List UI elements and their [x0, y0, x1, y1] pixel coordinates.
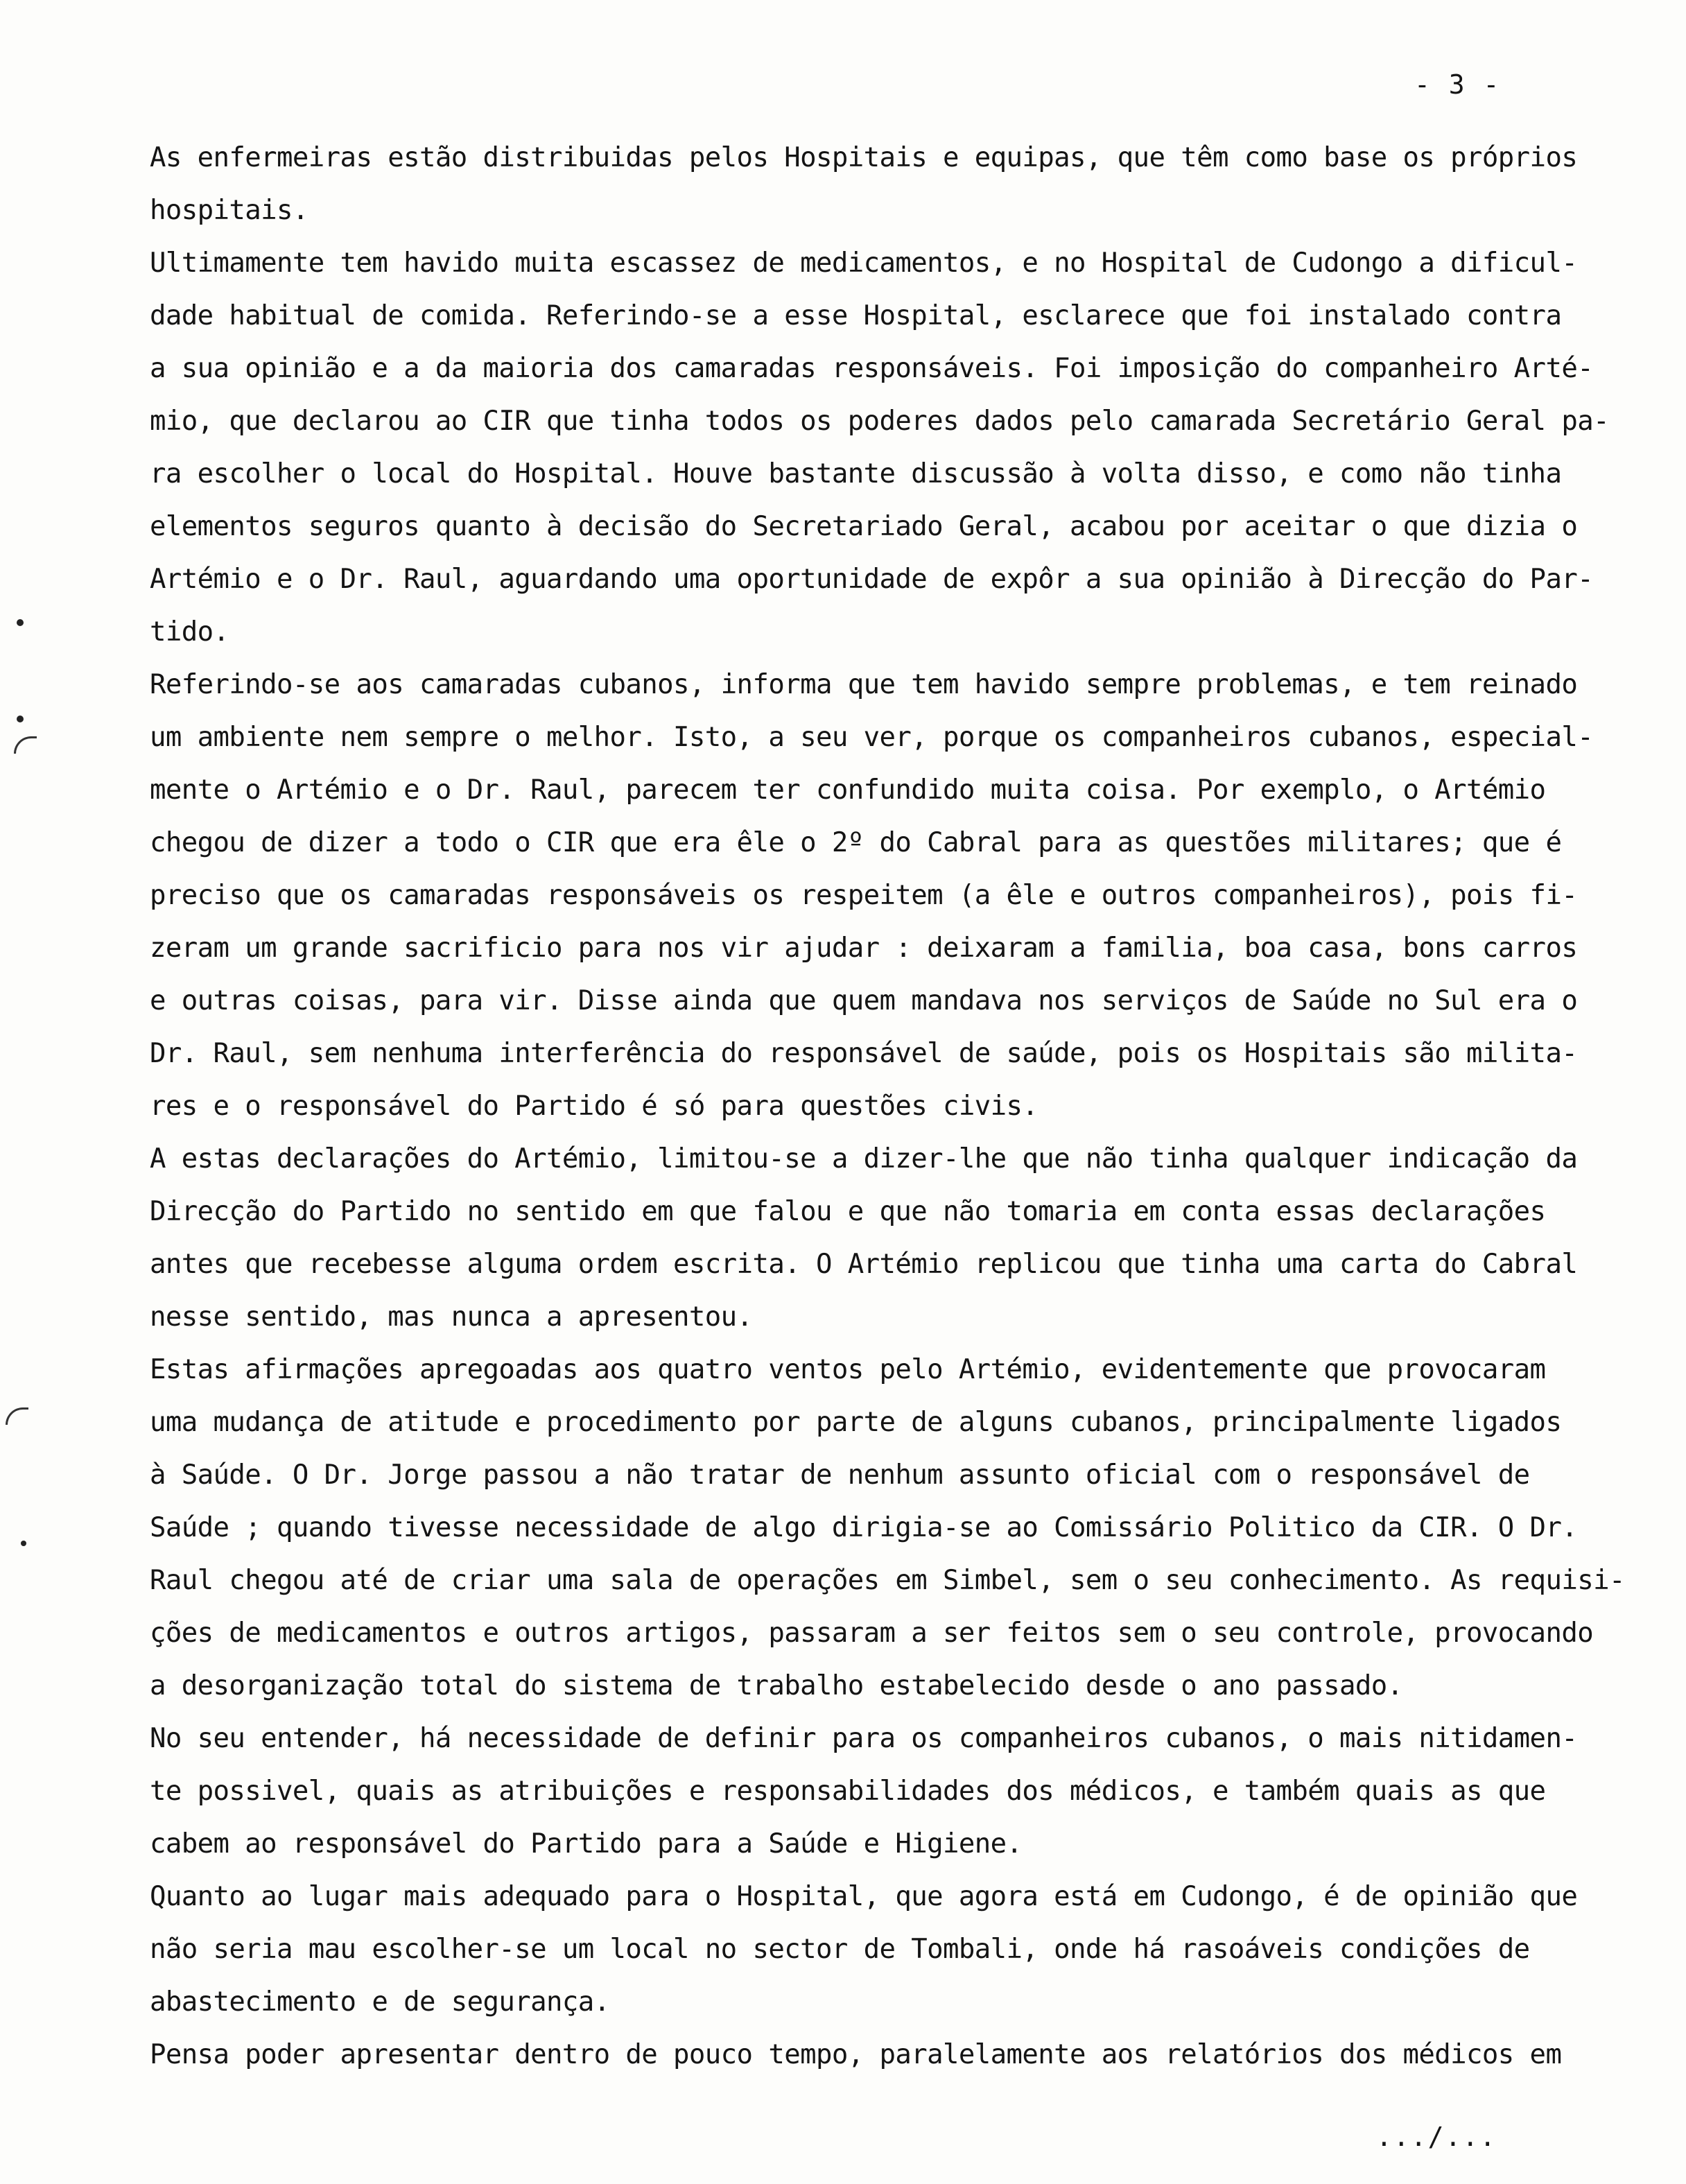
text-line: A estas declarações do Artémio, limitou-se a dizer-lhe que não tinha qualquer indicação da [150, 1143, 1578, 1175]
text-line: a desorganização total do sistema de trabalho estabelecido desde o ano passado. [150, 1670, 1403, 1701]
margin-dot-mark [17, 716, 24, 722]
page-number: - 3 - [1414, 69, 1501, 100]
text-line: antes que recebesse alguma ordem escrita. O Artémio replicou que tinha uma carta do Cabral [150, 1249, 1578, 1280]
text-line: não seria mau escolher-se um local no sector de Tombali, onde há rasoáveis condições de [150, 1934, 1530, 1965]
text-line: chegou de dizer a todo o CIR que era êle o 2º do Cabral para as questões militares; que é [150, 827, 1562, 858]
text-line: Pensa poder apresentar dentro de pouco tempo, paralelamente aos relatórios dos médicos em [150, 2039, 1562, 2070]
text-line: tido. [150, 616, 229, 648]
text-line: mio, que declarou ao CIR que tinha todos os poderes dados pelo camarada Secretário Geral pa- [150, 406, 1609, 437]
text-line: Referindo-se aos camaradas cubanos, informa que tem havido sempre problemas, e tem reinado [150, 669, 1578, 700]
text-line: abastecimento e de segurança. [150, 1986, 610, 2018]
text-line: Raul chegou até de criar uma sala de operações em Simbel, sem o seu conhecimento. As requisi- [150, 1565, 1625, 1596]
text-line: um ambiente nem sempre o melhor. Isto, a seu ver, porque os companheiros cubanos, especial- [150, 722, 1594, 753]
text-line: à Saúde. O Dr. Jorge passou a não tratar de nenhum assunto oficial com o responsável de [150, 1459, 1530, 1491]
text-line: ções de medicamentos e outros artigos, passaram a ser feitos sem o seu controle, provocando [150, 1618, 1594, 1649]
text-line: No seu entender, há necessidade de definir para os companheiros cubanos, o mais nitidamen- [150, 1723, 1578, 1754]
continuation-mark: .../... [1376, 2122, 1497, 2152]
text-line: Dr. Raul, sem nenhuma interferência do responsável de saúde, pois os Hospitais são milita- [150, 1038, 1578, 1069]
text-line: elementos seguros quanto à decisão do Secretariado Geral, acabou por aceitar o que dizia o [150, 511, 1578, 542]
text-line: hospitais. [150, 195, 308, 226]
text-line: a sua opinião e a da maioria dos camaradas responsáveis. Foi imposição do companheiro Arté- [150, 353, 1594, 384]
text-line: Saúde ; quando tivesse necessidade de algo dirigia-se ao Comissário Politico da CIR. O Dr. [150, 1512, 1578, 1543]
margin-dot-mark [21, 1541, 26, 1546]
text-line: uma mudança de atitude e procedimento por parte de alguns cubanos, principalmente ligados [150, 1407, 1562, 1438]
text-line: e outras coisas, para vir. Disse ainda que quem mandava nos serviços de Saúde no Sul era o [150, 985, 1578, 1016]
text-line: preciso que os camaradas responsáveis os respeitem (a êle e outros companheiros), pois fi- [150, 880, 1578, 911]
text-line: nesse sentido, mas nunca a apresentou. [150, 1301, 753, 1333]
text-line: Ultimamente tem havido muita escassez de medicamentos, e no Hospital de Cudongo a dificul- [150, 248, 1578, 279]
text-line: As enfermeiras estão distribuidas pelos Hospitais e equipas, que têm como base os próprios [150, 142, 1578, 173]
document-body [150, 132, 1640, 2081]
text-line: cabem ao responsável do Partido para a Saúde e Higiene. [150, 1828, 1023, 1860]
text-line: ra escolher o local do Hospital. Houve bastante discussão à volta disso, e como não tinha [150, 458, 1562, 489]
margin-dot-mark [17, 619, 24, 626]
text-line: Estas afirmações apregoadas aos quatro ventos pelo Artémio, evidentemente que provocaram [150, 1354, 1546, 1385]
text-line: Quanto ao lugar mais adequado para o Hospital, que agora está em Cudongo, é de opinião que [150, 1881, 1578, 1912]
margin-tick-mark [6, 1407, 28, 1425]
text-line: te possivel, quais as atribuições e responsabilidades dos médicos, e também quais as que [150, 1776, 1546, 1807]
text-line: res e o responsável do Partido é só para questões civis. [150, 1091, 1038, 1122]
text-line: Artémio e o Dr. Raul, aguardando uma oportunidade de expôr a sua opinião à Direcção do Par- [150, 564, 1594, 595]
text-line: zeram um grande sacrificio para nos vir ajudar : deixaram a familia, boa casa, bons carros [150, 933, 1578, 964]
text-line: dade habitual de comida. Referindo-se a esse Hospital, esclarece que foi instalado contra [150, 300, 1562, 331]
text-line: Direcção do Partido no sentido em que falou e que não tomaria em conta essas declarações [150, 1196, 1546, 1227]
margin-tick-mark [14, 736, 37, 754]
text-line: mente o Artémio e o Dr. Raul, parecem ter confundido muita coisa. Por exemplo, o Artémio [150, 774, 1546, 806]
